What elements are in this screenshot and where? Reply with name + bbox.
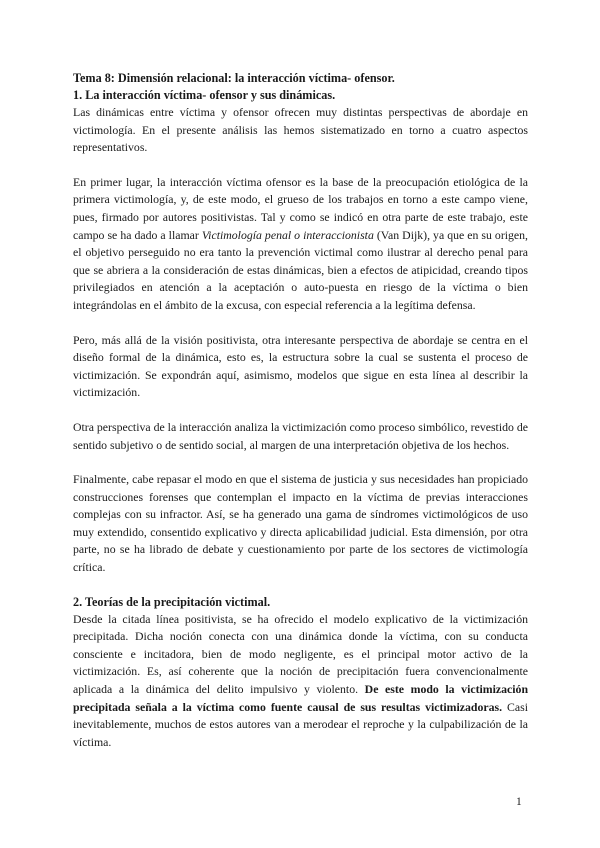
paragraph-2-text-a: En primer lugar, la interacción víctima ofensor es la base de la preocupación etiológica de la primera victimología, y, de este modo, el grueso de los trabajos en torno a este campo viene, pues, firmado por autores positivistas. Tal y como se indicó en otra parte de este trabajo, este campo se ha dado a llamar: [73, 174, 528, 242]
paragraph-2: [73, 174, 528, 315]
paragraph-5: Finalmente, cabe repasar el modo en que el sistema de justicia y sus necesidades han propiciado construcciones forenses que contemplan el impacto en la víctima de previas interacciones complejas con su infractor. Así, se ha generado una gama de síndromes victimológicos de uso muy extendido, consentido explicativo y directa aplicabilidad judicial. Esta dimensión, por otra parte, no se ha librado de debate y cuestionamiento por parte de los sectores de victimología crítica.: [73, 472, 528, 575]
paragraph-2-text-b: (Van Dijk), ya que en su origen, el objetivo perseguido no era tanto la prevención victimal como ilustrar al derecho penal para que se abriera a la consideración de estas dinámicas, bien a efectos de atipicidad, creando tipos privilegiados en atención a la aceptación o auto-puesta en riesgo de la víctima o bien integrándolas en el ámbito de la excusa, con especial referencia a la legítima defensa.: [73, 227, 529, 312]
section-heading-2: 2. Teorías de la precipitación victimal.: [73, 594, 271, 609]
paragraph-1: Las dinámicas entre víctima y ofensor ofrecen muy distintas perspectivas de abordaje en victimología. En el presente análisis las hemos sistematizado en torno a cuatro aspectos representativos.: [73, 105, 528, 155]
paragraph-6-bold: De este modo la victimización precipitada señala a la víctima como fuente causal de sus resultas victimizadoras.: [73, 682, 529, 714]
paragraph-4: Otra perspectiva de la interacción analiza la victimización como proceso simbólico, revestido de sentido subjetivo o de sentido social, al margen de una interpretación objetiva de los hechos.: [73, 419, 528, 452]
page-number: 1: [516, 796, 522, 808]
paragraph-6: [73, 611, 528, 752]
paragraph-2-emphasis: Victimología penal o interaccionista: [201, 227, 374, 242]
paragraph-6-text-a: Desde la citada línea positivista, se ha ofrecido el modelo explicativo de la victimización precipitada. Dicha noción conecta con una dinámica donde la víctima, con su conducta consciente e incitadora, bien de modo negligente, es el principal motor activo de la victimización. Es, así coherente que la noción de precipitación fuera convencionalmente aplicada a la dinámica del delito impulsivo y violento.: [73, 611, 528, 697]
paragraph-3: Pero, más allá de la visión positivista, otra interesante perspectiva de abordaje se centra en el diseño formal de la dinámica, esto es, la estructura sobre la cual se sustenta el proceso de victimización. Se expondrán aquí, asimismo, modelos que sigue en esta línea al describir la victimización.: [73, 332, 528, 400]
paragraph-6-text-b: Casi inevitablemente, muchos de estos autores van a merodear el reproche y la culpabilización de la víctima.: [73, 699, 528, 749]
document-title: Tema 8: Dimensión relacional: la interacción víctima- ofensor.: [73, 71, 395, 85]
document-body: [73, 70, 528, 751]
section-heading-1: 1. La interacción víctima- ofensor y sus dinámicas.: [73, 88, 336, 102]
